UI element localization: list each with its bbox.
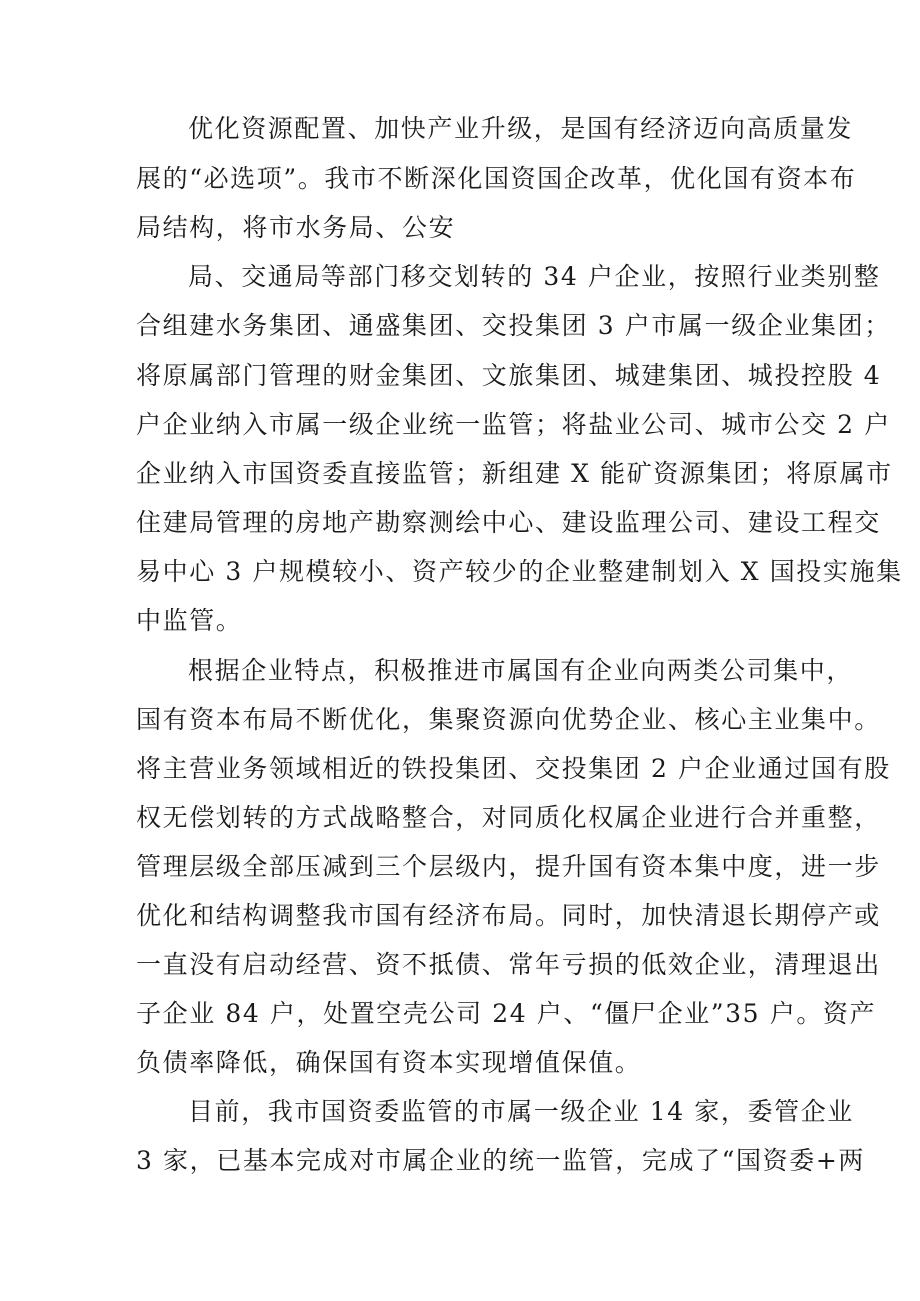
paragraph-2-line-5: 企业纳入市国资委直接监管；新组建 X 能矿资源集团；将原属市 (136, 459, 893, 488)
paragraph-3-line-9: 负债率降低，确保国有资本实现增值保值。 (136, 1048, 642, 1077)
paragraph-2-line-1: 局、交通局等部门移交划转的 34 户企业，按照行业类别整 (188, 262, 881, 291)
paragraph-2-line-8: 中监管。 (136, 606, 243, 635)
paragraph-4-line-2: 3 家，已基本完成对市属企业的统一监管，完成了“国资委+两 (136, 1146, 865, 1175)
paragraph-3-line-6: 优化和结构调整我市国有经济布局。同时，加快清退长期停产或 (136, 901, 881, 930)
paragraph-3-line-4: 权无偿划转的方式战略整合，对同质化权属企业进行合并重整， (136, 803, 881, 832)
paragraph-1-line-2: 展的“必选项”。我市不断深化国资国企改革，优化国有资本布 (136, 164, 857, 193)
paragraph-3-line-1: 根据企业特点，积极推进市属国有企业向两类公司集中， (188, 656, 854, 685)
paragraph-3-line-7: 一直没有启动经营、资不抵债、常年亏损的低效企业，清理退出 (136, 950, 881, 979)
paragraph-3-line-5: 管理层级全部压减到三个层级内，提升国有资本集中度，进一步 (136, 852, 881, 881)
paragraph-3-line-2: 国有资本布局不断优化，集聚资源向优势企业、核心主业集中。 (136, 705, 881, 734)
paragraph-2-line-2: 合组建水务集团、通盛集团、交投集团 3 户市属一级企业集团； (136, 311, 891, 340)
paragraph-1-line-1: 优化资源配置、加快产业升级，是国有经济迈向高质量发 (188, 114, 854, 143)
paragraph-1-line-3: 局结构，将市水务局、公安 (136, 213, 456, 242)
paragraph-2-line-3: 将原属部门管理的财金集团、文旅集团、城建集团、城投控股 4 (136, 361, 882, 390)
paragraph-2-line-4: 户企业纳入市属一级企业统一监管；将盐业公司、城市公交 2 户 (136, 410, 891, 439)
paragraph-4-line-1: 目前，我市国资委监管的市属一级企业 14 家，委管企业 (188, 1097, 854, 1126)
paragraph-2-line-6: 住建局管理的房地产勘察测绘中心、建设监理公司、建设工程交 (136, 508, 881, 537)
paragraph-2-line-7: 易中心 3 户规模较小、资产较少的企业整建制划入 X 国投实施集 (136, 557, 903, 586)
paragraph-3-line-3: 将主营业务领域相近的铁投集团、交投集团 2 户企业通过国有股 (136, 754, 891, 783)
paragraph-3-line-8: 子企业 84 户，处置空壳公司 24 户、“僵尸企业”35 户。资产 (136, 999, 877, 1028)
